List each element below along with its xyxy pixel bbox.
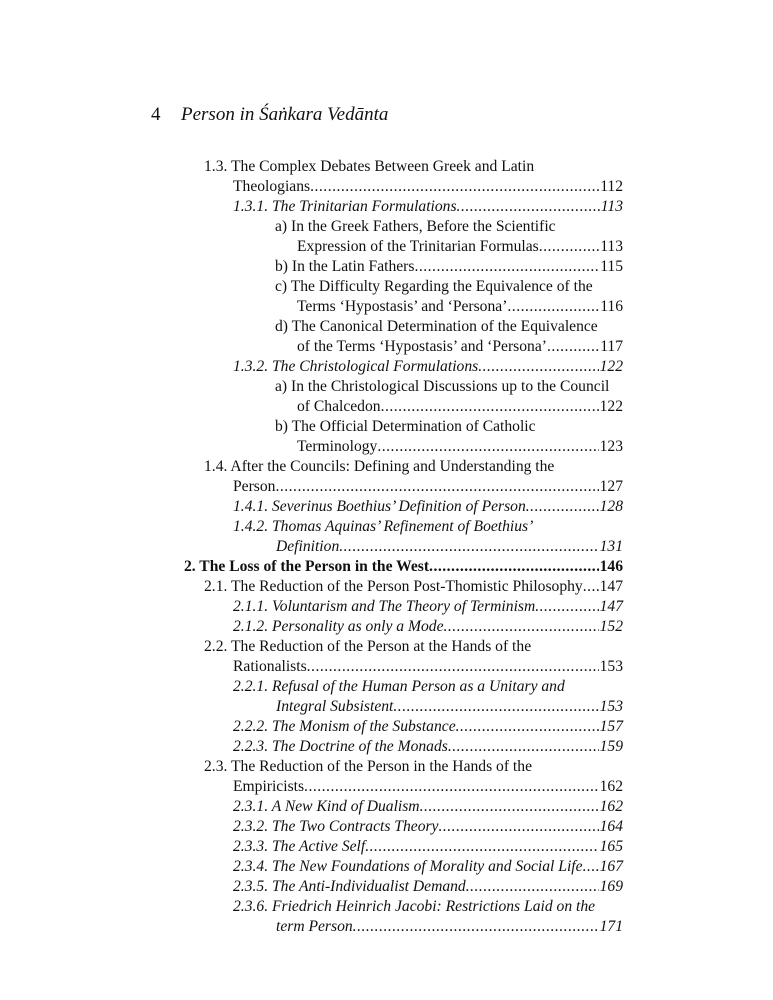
toc-page-number: 157 bbox=[599, 718, 623, 735]
toc-page-number: 162 bbox=[599, 798, 623, 815]
dot-leader bbox=[457, 197, 600, 217]
toc-entry-text: 1.3. The Complex Debates Between Greek and Latin bbox=[204, 158, 535, 175]
toc-entry bbox=[233, 477, 623, 497]
toc-page-number: 146 bbox=[599, 558, 623, 575]
toc-entry bbox=[275, 217, 556, 237]
toc-entry-text: 2.3.6. Friedrich Heinrich Jacobi: Restrictions Laid on the bbox=[233, 898, 596, 915]
toc-entry bbox=[233, 357, 623, 377]
dot-leader bbox=[438, 817, 598, 837]
toc-entry bbox=[297, 437, 623, 457]
page-number: 4 bbox=[151, 104, 161, 125]
toc-page-number: 153 bbox=[599, 698, 623, 715]
dot-leader bbox=[466, 877, 599, 897]
toc-entry bbox=[297, 337, 623, 357]
toc-entry-text: a) In the Christological Discussions up to the Council bbox=[275, 378, 610, 395]
dot-leader bbox=[377, 437, 598, 457]
toc-entry bbox=[204, 757, 532, 777]
dot-leader bbox=[393, 697, 598, 717]
toc-page-number: 171 bbox=[599, 918, 623, 935]
dot-leader bbox=[526, 497, 599, 517]
toc-entry-text: Definition bbox=[276, 538, 340, 555]
dot-leader bbox=[275, 477, 598, 497]
toc-entry-text: 2.2. The Reduction of the Person at the Hands of the bbox=[204, 638, 532, 655]
dot-leader bbox=[304, 777, 599, 797]
toc-entry-text: 2.1. The Reduction of the Person Post-Thomistic Philosophy bbox=[204, 578, 583, 595]
toc-entry-text: Terminology bbox=[297, 438, 378, 455]
toc-page-number: 115 bbox=[600, 258, 623, 275]
toc-entry bbox=[276, 697, 623, 717]
toc-entry bbox=[275, 257, 623, 277]
toc-entry bbox=[276, 537, 623, 557]
dot-leader bbox=[547, 337, 599, 357]
toc-page-number: 116 bbox=[600, 298, 623, 315]
toc-entry-text: b) In the Latin Fathers bbox=[275, 258, 415, 275]
toc-entry bbox=[297, 237, 623, 257]
dot-leader bbox=[539, 237, 599, 257]
toc-entry-text: 2.3.2. The Two Contracts Theory bbox=[233, 818, 439, 835]
toc-entry-text: 1.4.2. Thomas Aquinas’ Refinement of Boethius’ bbox=[233, 518, 534, 535]
toc-entry bbox=[233, 177, 623, 197]
dot-leader bbox=[420, 797, 599, 817]
running-header bbox=[151, 104, 388, 126]
dot-leader bbox=[365, 837, 598, 857]
toc-page-number: 164 bbox=[599, 818, 623, 835]
toc-page-number: 152 bbox=[599, 618, 623, 635]
toc-entry-text: Person bbox=[233, 478, 276, 495]
dot-leader bbox=[307, 657, 599, 677]
toc-entry-text: 2.1.1. Voluntarism and The Theory of Terminism bbox=[233, 598, 536, 615]
toc-entry-text: d) The Canonical Determination of the Equivalence bbox=[275, 318, 598, 335]
toc-entry bbox=[184, 557, 623, 577]
toc-entry bbox=[233, 497, 623, 517]
toc-entry bbox=[233, 197, 623, 217]
toc-page-number: 162 bbox=[599, 778, 623, 795]
toc-page-number: 153 bbox=[599, 658, 623, 675]
toc-page-number: 123 bbox=[599, 438, 623, 455]
toc-entry-text: of Chalcedon bbox=[297, 398, 381, 415]
toc-entry bbox=[233, 777, 623, 797]
toc-page-number: 159 bbox=[599, 738, 623, 755]
toc-entry-text: Rationalists bbox=[233, 658, 307, 675]
running-title: Person in Śaṅkara Vedānta bbox=[181, 104, 389, 125]
toc-page-number: 113 bbox=[600, 198, 623, 215]
dot-leader bbox=[444, 617, 599, 637]
toc-page-number: 147 bbox=[599, 598, 623, 615]
toc-entry bbox=[233, 897, 595, 917]
toc-entry-text: 1.4. After the Councils: Defining and Understanding the bbox=[204, 458, 555, 475]
toc-entry-text: 2.2.1. Refusal of the Human Person as a Unitary and bbox=[233, 678, 565, 695]
toc-entry bbox=[275, 277, 593, 297]
toc-entry bbox=[233, 797, 623, 817]
toc-entry bbox=[233, 657, 623, 677]
dot-leader bbox=[535, 597, 598, 617]
toc-page-number: 169 bbox=[599, 878, 623, 895]
toc-entry bbox=[204, 157, 534, 177]
toc-entry-text: a) In the Greek Fathers, Before the Scientific bbox=[275, 218, 556, 235]
toc-page-number: 113 bbox=[600, 238, 623, 255]
toc-entry bbox=[275, 377, 609, 397]
toc-entry-text: Terms ‘Hypostasis’ and ‘Persona’ bbox=[297, 298, 508, 315]
dot-leader bbox=[583, 577, 599, 597]
toc-entry-text: Theologians bbox=[233, 178, 311, 195]
toc-entry bbox=[275, 417, 536, 437]
toc-entry-text: 2.3. The Reduction of the Person in the Hands of the bbox=[204, 758, 532, 775]
toc-entry-text: Expression of the Trinitarian Formulas bbox=[297, 238, 539, 255]
toc-entry-text: c) The Difficulty Regarding the Equivalence of the bbox=[275, 278, 593, 295]
toc-page-number: 112 bbox=[600, 178, 623, 195]
toc-entry bbox=[233, 737, 623, 757]
dot-leader bbox=[353, 917, 599, 937]
toc-entry bbox=[233, 857, 623, 877]
toc-entry bbox=[297, 297, 623, 317]
toc-page-number: 167 bbox=[599, 858, 623, 875]
dot-leader bbox=[310, 177, 599, 197]
toc-entry bbox=[233, 837, 623, 857]
toc-entry bbox=[233, 717, 623, 737]
dot-leader bbox=[583, 857, 599, 877]
toc-entry-text: 2.3.5. The Anti-Individualist Demand bbox=[233, 878, 466, 895]
toc-entry-text: of the Terms ‘Hypostasis’ and ‘Persona’ bbox=[297, 338, 547, 355]
toc-entry bbox=[233, 877, 623, 897]
dot-leader bbox=[414, 257, 599, 277]
toc-entry bbox=[233, 617, 623, 637]
toc-entry-text: 2.3.4. The New Foundations of Morality and Social Life bbox=[233, 858, 583, 875]
toc-entry bbox=[233, 597, 623, 617]
toc-entry-text: 2.2.2. The Monism of the Substance bbox=[233, 718, 456, 735]
dot-leader bbox=[339, 537, 598, 557]
toc-entry-text: 2.3.1. A New Kind of Dualism bbox=[233, 798, 420, 815]
dot-leader bbox=[456, 717, 599, 737]
toc-entry-text: 1.4.1. Severinus Boethius’ Definition of Person bbox=[233, 498, 526, 515]
dot-leader bbox=[429, 557, 599, 577]
toc-entry-text: 2.2.3. The Doctrine of the Monads bbox=[233, 738, 448, 755]
dot-leader bbox=[507, 297, 599, 317]
toc-entry-text: 2.3.3. The Active Self bbox=[233, 838, 366, 855]
toc-entry-text: Empiricists bbox=[233, 778, 305, 795]
toc-entry bbox=[204, 577, 623, 597]
toc-entry-text: 2.1.2. Personality as only a Mode bbox=[233, 618, 444, 635]
toc-entry-text: Integral Subsistent bbox=[276, 698, 394, 715]
toc-entry-text: 1.3.2. The Christological Formulations bbox=[233, 358, 479, 375]
toc-page-number: 122 bbox=[599, 398, 623, 415]
toc-entry bbox=[204, 637, 531, 657]
toc-entry-text: b) The Official Determination of Catholic bbox=[275, 418, 536, 435]
toc-entry bbox=[233, 817, 623, 837]
toc-entry-text: 2. The Loss of the Person in the West bbox=[184, 558, 430, 575]
toc-entry bbox=[276, 917, 623, 937]
toc-page-number: 128 bbox=[599, 498, 623, 515]
toc-entry-text: 1.3.1. The Trinitarian Formulations bbox=[233, 198, 457, 215]
toc-entry bbox=[275, 317, 598, 337]
toc-entry-text: term Person bbox=[276, 918, 353, 935]
toc-page-number: 147 bbox=[599, 578, 623, 595]
dot-leader bbox=[478, 357, 598, 377]
toc-page-number: 127 bbox=[599, 478, 623, 495]
toc-entry bbox=[297, 397, 623, 417]
toc-page-number: 131 bbox=[599, 538, 623, 555]
dot-leader bbox=[381, 397, 599, 417]
dot-leader bbox=[448, 737, 599, 757]
toc-entry bbox=[233, 517, 533, 537]
toc-page-number: 117 bbox=[600, 338, 623, 355]
toc-entry bbox=[233, 677, 565, 697]
toc-page-number: 122 bbox=[599, 358, 623, 375]
toc-page-number: 165 bbox=[599, 838, 623, 855]
toc-entry bbox=[204, 457, 554, 477]
